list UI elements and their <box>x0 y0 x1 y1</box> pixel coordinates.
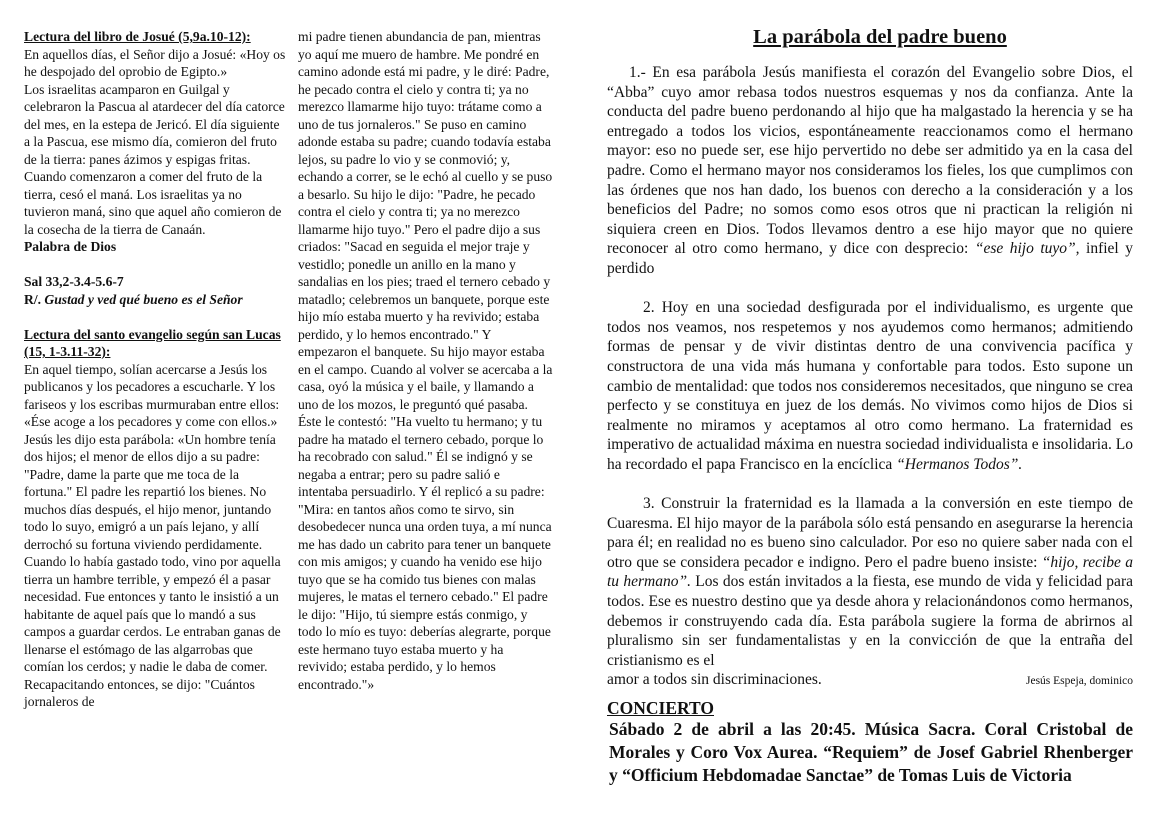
p3-quote: “hijo, recibe a tu hermano”. <box>607 553 1133 591</box>
gospel-text: En aquel tiempo, solían acercarse a Jesús los publicanos y los pecadores a escucharle. Y los fariseos y los escribas murmuraban entre ellos: «Ése acoge a los pecadores y come con ellos.» Jesús les dijo esta parábola: «Un hombre tenía dos hijos; el menor de ellos dijo a su padre: "Padre, dame la parte que me toca de la fortuna." El padre les repartió los bienes. No muchos días después, el hijo menor, juntando todo lo suyo, emigró a un país lejano, y allí derrochó su fortuna viviendo perdidamente. Cuando lo había gastado todo, vino por aquella tierra un hambre terrible, y empezó él a pasar necesidad. Fue entonces y tanto le insistió a un habitante de aquel país que lo mandó a sus campos a guardar cerdos. Le entraban ganas de llenarse el estómago de las algarrobas que comían los cerdos; y nadie le daba de comer. Recapacitando entonces, se dijo: "Cuántos jornaleros de <box>24 361 281 709</box>
gospel-title: Lectura del santo evangelio según san Lucas (15, 1-3.11-32): <box>24 326 281 359</box>
readings-column-1 <box>24 28 286 711</box>
p2-text: 2. Hoy en una sociedad desfigurada por el individualismo, es urgente que todos nos veamos, nos respetemos y nos ayudemos como hermanos; admitiendo formas de pensar y de vivir distintas dentro de una convivencia pacífica y constructora de una vida más humana y confortable para todos. Esto supone un cambio de mentalidad: que todos nos consideremos necesitados, que ninguno se crea perfecto y se constituya en juez de los demás. No vivimos como hijos de Dios si realmente no miramos y aceptamos al otro como hermano. La fraternidad es imperativo de actualidad máxima en nuestra sociedad individualista e insolidaria. Lo ha recordado el papa Francisco en la encíclica <box>607 299 1133 473</box>
p1-quote: “ese hijo tuyo”, <box>974 240 1080 258</box>
p3-text-end: Los dos están invitados a la fiesta, ese mundo de vida y felicidad para todos. Ese es nuestro destino que ya desde ahora y relacionándonos como hermanos, debemos ir construyendo cada día. Esta parábola sugiere la forma de abrirnos al pluralismo sin ser fundamentalistas y en la convicción de que la entraña del cristianismo es el <box>607 573 1133 669</box>
readings-column-2 <box>298 28 553 693</box>
p2-quote: “Hermanos Todos”. <box>896 455 1023 473</box>
first-reading-text: En aquellos días, el Señor dijo a Josué: «Hoy os he despojado del oprobio de Egipto.» Los israelitas acamparon en Guilgal y celebraron la Pascua al atardecer del día catorce del mes, en la estepa de Jericó. El día siguiente a la Pascua, ese mismo día, comieron del fruto de la tierra: panes ázimos y espigas fritas. Cuando comenzaron a comer del fruto de la tierra, cesó el maná. Los israelitas ya no tuvieron maná, sino que aquel año comieron de la cosecha de la tierra de Canaán. <box>24 46 286 237</box>
author-signature: Jesús Espeja, dominico <box>1026 675 1133 688</box>
psalm-r-marker: R/. <box>24 291 41 307</box>
p1-text-end: infiel y perdido <box>607 240 1133 277</box>
reflection-paragraph-3 <box>607 494 1133 670</box>
psalm-reference: Sal 33,2-3.4-5.6-7 <box>24 274 124 289</box>
p3-last-line: amor a todos sin discriminaciones. <box>607 671 822 689</box>
reflection-title: La parábola del padre bueno <box>753 26 1007 48</box>
concert-text: Sábado 2 de abril a las 20:45. Música Sacra. Coral Cristobal de Morales y Coro Vox Aurea. “Requiem” de Josef Gabriel Rhenberger y “Officium Hebdomadae Sanctae” de Tomas Luis de Victoria <box>609 719 1133 785</box>
concert-title: CONCIERTO <box>607 698 714 718</box>
word-of-god: Palabra de Dios <box>24 239 117 254</box>
reflection-paragraph-2 <box>607 298 1133 474</box>
first-reading-title: Lectura del libro de Josué (5,9a.10-12): <box>24 29 251 44</box>
reflection-column <box>607 26 1133 787</box>
psalm-response: Gustad y ved qué bueno es el Señor <box>44 291 243 307</box>
gospel-text-continued: mi padre tienen abundancia de pan, mientras yo aquí me muero de hambre. Me pondré en camino adonde está mi padre, y le diré: Padre, he pecado contra el cielo y contra ti; ya no merezco llamarme hijo tuyo: trátame como a uno de tus jornaleros." Se puso en camino adonde estaba su padre; cuando todavía estaba lejos, su padre lo vio y se conmovió; y, echando a correr, se le echó al cuello y se puso a besarlo. Su hijo le dijo: "Padre, he pecado contra el cielo y contra ti; ya no merezco llamarme hijo tuyo." Pero el padre dijo a sus criados: "Sacad en seguida el mejor traje y vestidlo; ponedle un anillo en la mano y sandalias en los pies; traed el ternero cebado y matadlo; celebremos un banquete, porque este hijo mío estaba muerto y ha revivido; estaba perdido, y lo hemos encontrado." Y empezaron el banquete. Su hijo mayor estaba en el campo. Cuando al volver se acercaba a la casa, oyó la música y el baile, y llamando a uno de los mozos, le preguntó qué pasaba. Éste le contestó: "Ha vuelto tu hermano; y tu padre ha matado el ternero cebado, porque lo ha recobrado con salud." Él se indignó y se negaba a entrar; pero su padre salió e intentaba persuadirlo. Y él replicó a su padre: "Mira: en tantos años como te sirvo, sin desobedecer nunca una orden tuya, a mí nunca me has dado un cabrito para tener un banquete con mis amigos; y cuando ha venido ese hijo tuyo que se ha comido tus bienes con malas mujeres, le matas el ternero cebado." El padre le dijo: "Hijo, tú siempre estás conmigo, y todo lo mío es tuyo: deberías alegrarte, porque este hermano tuyo estaba muerto y ha revivido; estaba perdido, y lo hemos encontrado."» <box>298 29 553 692</box>
psalm-response-line <box>24 291 286 309</box>
reflection-closing-line <box>607 670 1133 692</box>
p3-text: 3. Construir la fraternidad es la llamada a la conversión en este tiempo de Cuaresma. El hijo mayor de la parábola sólo está pensando en asegurarse la herencia para él; en realidad no es bueno sino calculador. Por eso no quiere saber nada con el otro que se considera pecador e indigno. Pero el padre bueno insiste: <box>607 495 1133 571</box>
p1-text: 1.- En esa parábola Jesús manifiesta el corazón del Evangelio sobre Dios, el “Abba” cuyo amor rebasa todos nuestros esquemas y nos da confianza. Ante la conducta del padre bueno perdonando al hijo que ha malgastado la herencia y se ha entregado a todos los vicios, espontáneamente reaccionamos como el hermano mayor: eso no puede ser, ese hijo pervertido no debe ser admitido ya en la casa del padre. Como el hermano mayor nos consideramos los fieles, los que cumplimos con las órdenes que nos han dado, los buenos con derecho a la consideración y a los beneficios del Padre; no somos como esos otros que ni practican la religión ni siquiera creen en Dios. Todos llevamos dentro a ese hijo mayor que no quiere reconocer al otro como hermano, y dice con desprecio: <box>607 64 1133 258</box>
reflection-paragraph-1 <box>607 63 1133 279</box>
